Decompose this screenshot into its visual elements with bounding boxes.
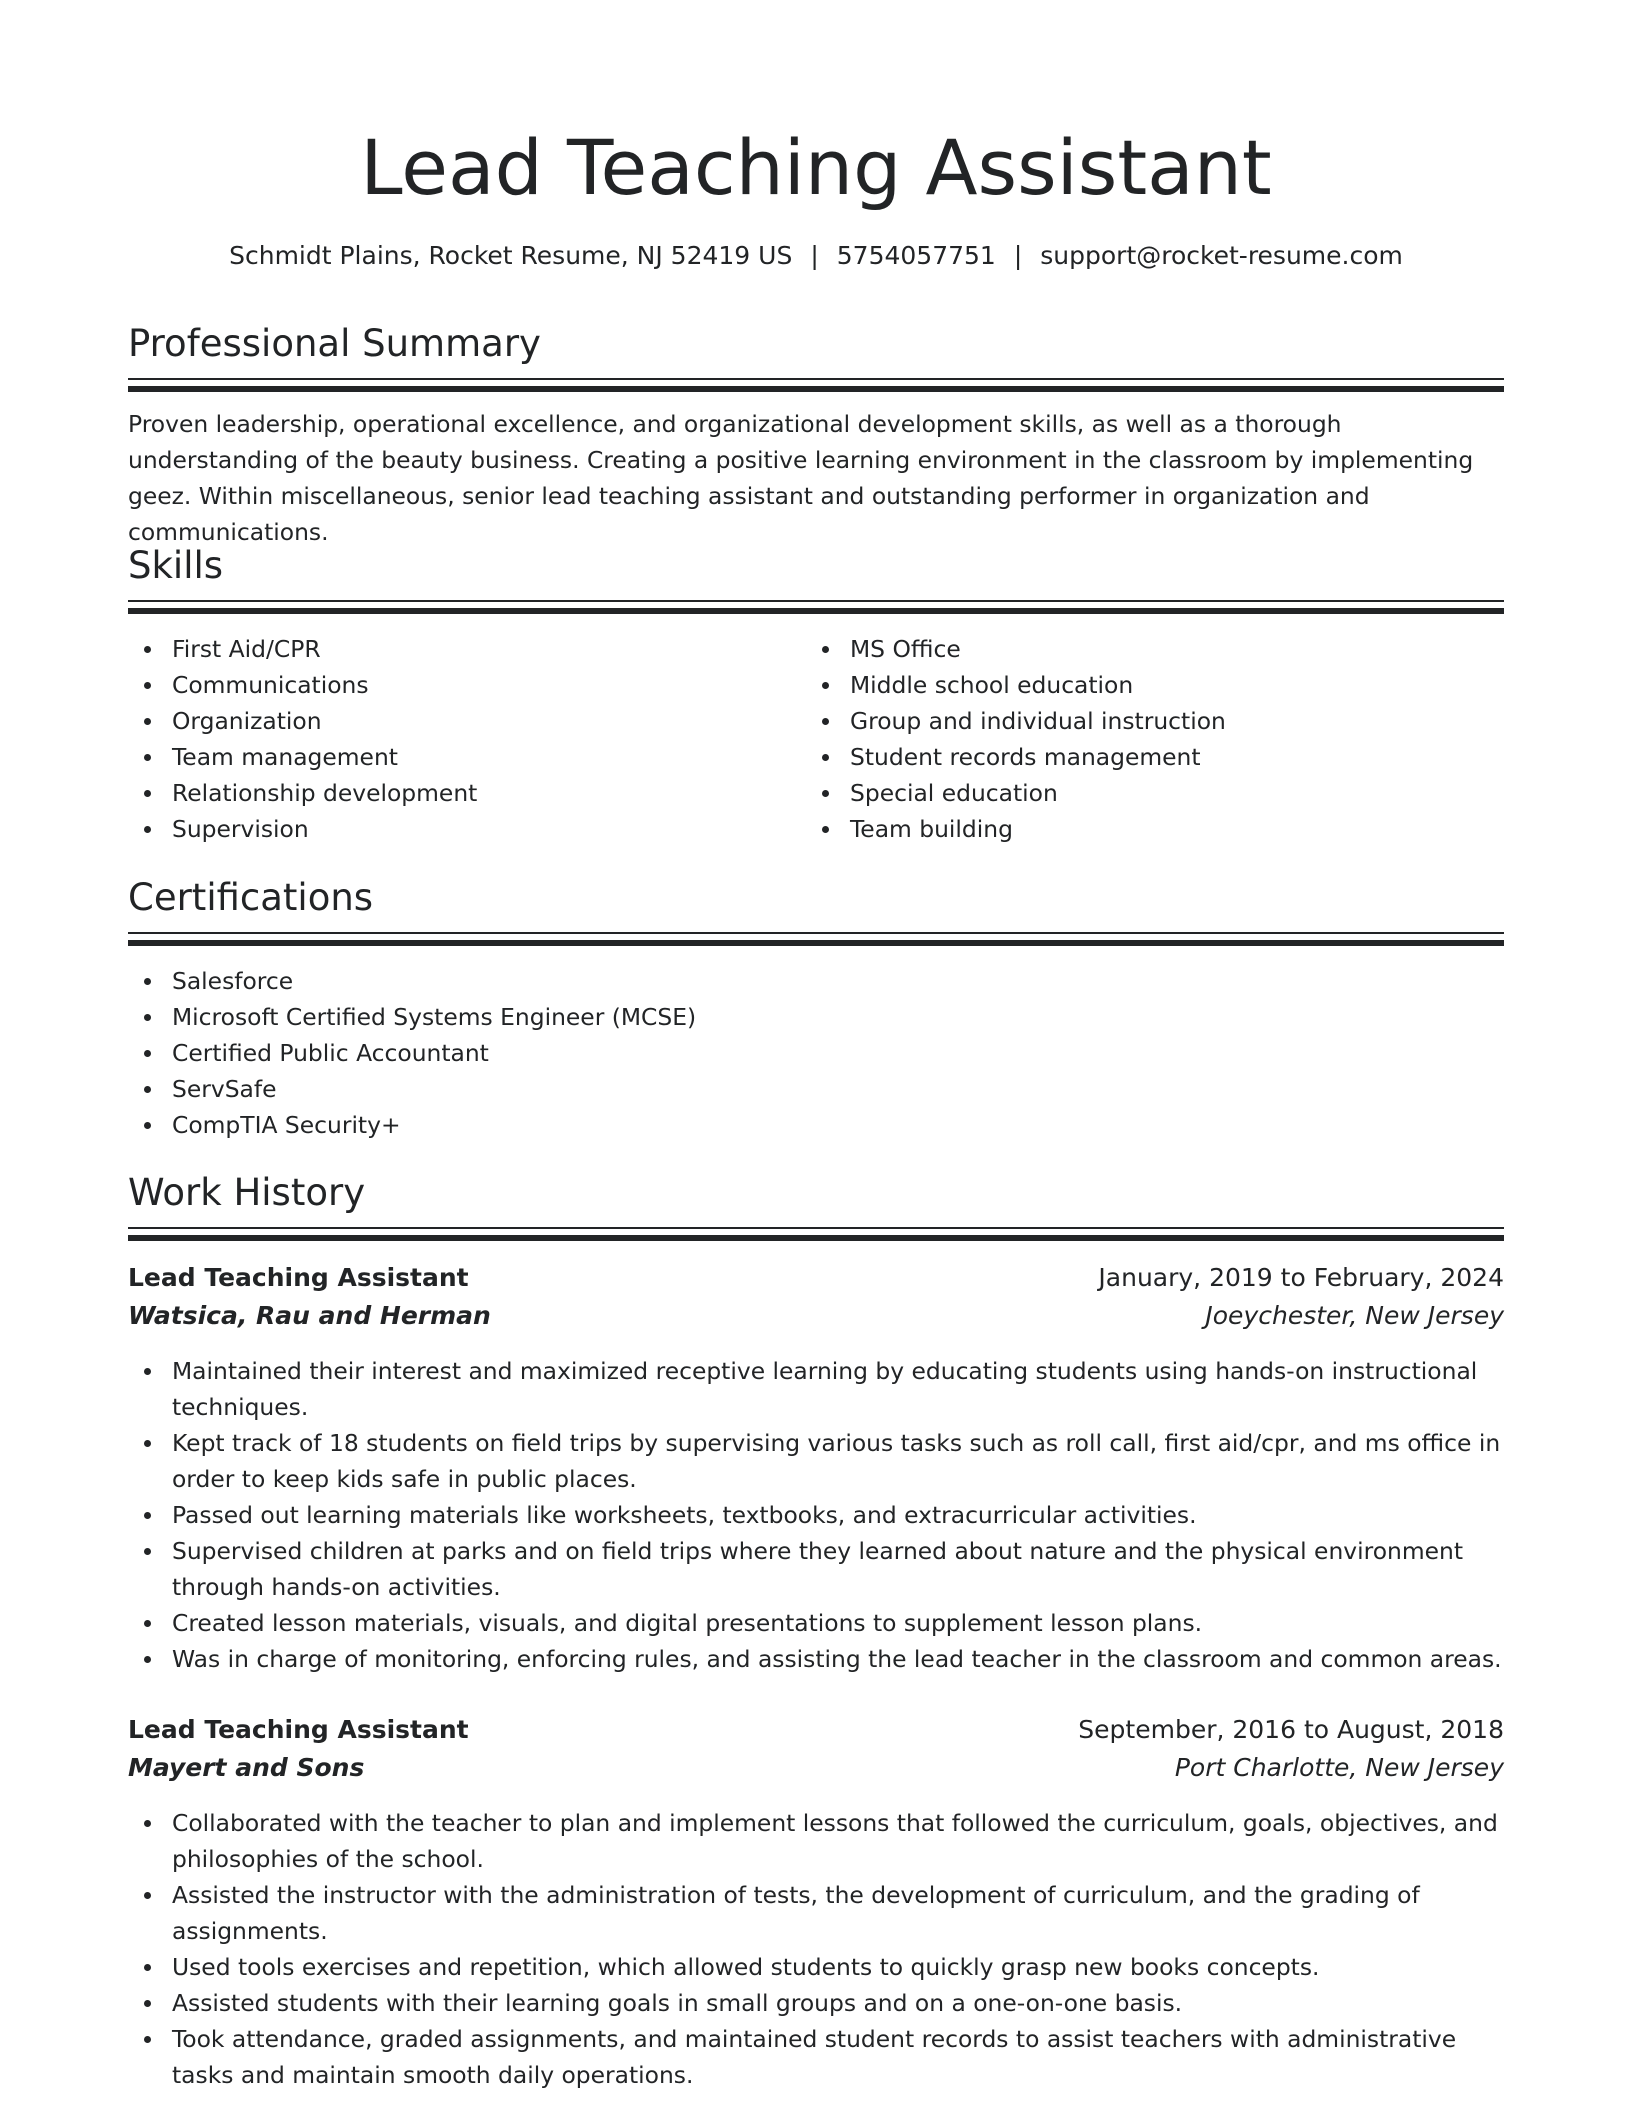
job-duty-item: Kept track of 18 students on field trips by supervising various tasks such as roll call, first aid/cpr, and ms office in order to keep kids safe in public places. xyxy=(128,1425,1504,1497)
job-entry-header xyxy=(128,1259,1504,1335)
job-duty-item: Was in charge of monitoring, enforcing rules, and assisting the lead teacher in the classroom and common areas. xyxy=(128,1641,1504,1677)
summary-heading: Professional Summary xyxy=(128,322,541,365)
skill-item: Team management xyxy=(128,739,788,775)
skill-item: First Aid/CPR xyxy=(128,631,788,667)
job-entry-header xyxy=(128,1711,1504,1787)
job-duty-item: Took attendance, graded assignments, and maintained student records to assist teachers with administrative tasks and maintain smooth daily operations. xyxy=(128,2021,1504,2093)
job-company: Mayert and Sons xyxy=(128,1753,365,1782)
job-duties-list xyxy=(128,1805,1504,2093)
skill-item: MS Office xyxy=(806,631,1504,667)
skills-list-right xyxy=(806,631,1504,847)
skills-list-left xyxy=(128,631,788,847)
contact-address: Schmidt Plains, Rocket Resume, NJ 52419 US xyxy=(229,241,793,270)
job-title: Lead Teaching Assistant xyxy=(128,1263,469,1292)
skill-item: Communications xyxy=(128,667,788,703)
section-divider xyxy=(128,1235,1504,1241)
section-divider xyxy=(128,608,1504,614)
job-duty-item: Created lesson materials, visuals, and digital presentations to supplement lesson plans. xyxy=(128,1605,1504,1641)
contact-email: support@rocket-resume.com xyxy=(1040,241,1403,270)
skill-item: Organization xyxy=(128,703,788,739)
job-title: Lead Teaching Assistant xyxy=(128,1715,469,1744)
skill-item: Relationship development xyxy=(128,775,788,811)
job-duty-item: Assisted students with their learning goals in small groups and on a one-on-one basis. xyxy=(128,1985,1504,2021)
job-location: Port Charlotte, New Jersey xyxy=(1174,1753,1504,1782)
job-company: Watsica, Rau and Herman xyxy=(128,1301,491,1330)
contact-separator: | xyxy=(1013,241,1023,270)
contact-phone: 5754057751 xyxy=(836,241,996,270)
job-duty-item: Used tools exercises and repetition, which allowed students to quickly grasp new books concepts. xyxy=(128,1949,1504,1985)
certification-item: Certified Public Accountant xyxy=(128,1035,1504,1071)
section-divider xyxy=(128,386,1504,392)
section-divider xyxy=(128,1227,1504,1229)
contact-separator: | xyxy=(810,241,819,270)
job-dates: January, 2019 to February, 2024 xyxy=(1098,1263,1504,1292)
certifications-list xyxy=(128,963,1504,1143)
section-divider xyxy=(128,378,1504,380)
job-duty-item: Supervised children at parks and on field trips where they learned about nature and the physical environment through hands-on activities. xyxy=(128,1533,1504,1605)
certifications-heading: Certifications xyxy=(128,876,374,919)
skill-item: Student records management xyxy=(806,739,1504,775)
certification-item: ServSafe xyxy=(128,1071,1504,1107)
resume-name: Lead Teaching Assistant xyxy=(360,123,1272,212)
skill-item: Middle school education xyxy=(806,667,1504,703)
job-duty-item: Maintained their interest and maximized receptive learning by educating students using hands-on instructional techniques. xyxy=(128,1353,1504,1425)
job-duty-item: Passed out learning materials like worksheets, textbooks, and extracurricular activities. xyxy=(128,1497,1504,1533)
job-location: Joeychester, New Jersey xyxy=(1205,1301,1504,1330)
job-dates: September, 2016 to August, 2018 xyxy=(1078,1715,1504,1744)
section-divider xyxy=(128,600,1504,602)
contact-line xyxy=(128,238,1504,274)
job-duties-list xyxy=(128,1353,1504,1677)
skills-heading: Skills xyxy=(128,544,224,587)
skill-item: Group and individual instruction xyxy=(806,703,1504,739)
skill-item: Team building xyxy=(806,811,1504,847)
job-duty-item: Collaborated with the teacher to plan and implement lessons that followed the curriculum, goals, objectives, and philosophies of the school. xyxy=(128,1805,1504,1877)
work-history-heading: Work History xyxy=(128,1171,366,1214)
section-divider xyxy=(128,940,1504,946)
section-divider xyxy=(128,932,1504,934)
skill-item: Supervision xyxy=(128,811,788,847)
certification-item: Microsoft Certified Systems Engineer (MCSE) xyxy=(128,999,1504,1035)
skill-item: Special education xyxy=(806,775,1504,811)
certification-item: CompTIA Security+ xyxy=(128,1107,1504,1143)
certification-item: Salesforce xyxy=(128,963,1504,999)
job-duty-item: Assisted the instructor with the administration of tests, the development of curriculum, and the grading of assignments. xyxy=(128,1877,1504,1949)
summary-text: Proven leadership, operational excellence, and organizational development skills, as well as a thorough understanding of the beauty business. Creating a positive learning environment in the classroom by implementing geez. Within miscellaneous, senior lead teaching assistant and outstanding performer in organization and communications. xyxy=(128,410,1474,546)
